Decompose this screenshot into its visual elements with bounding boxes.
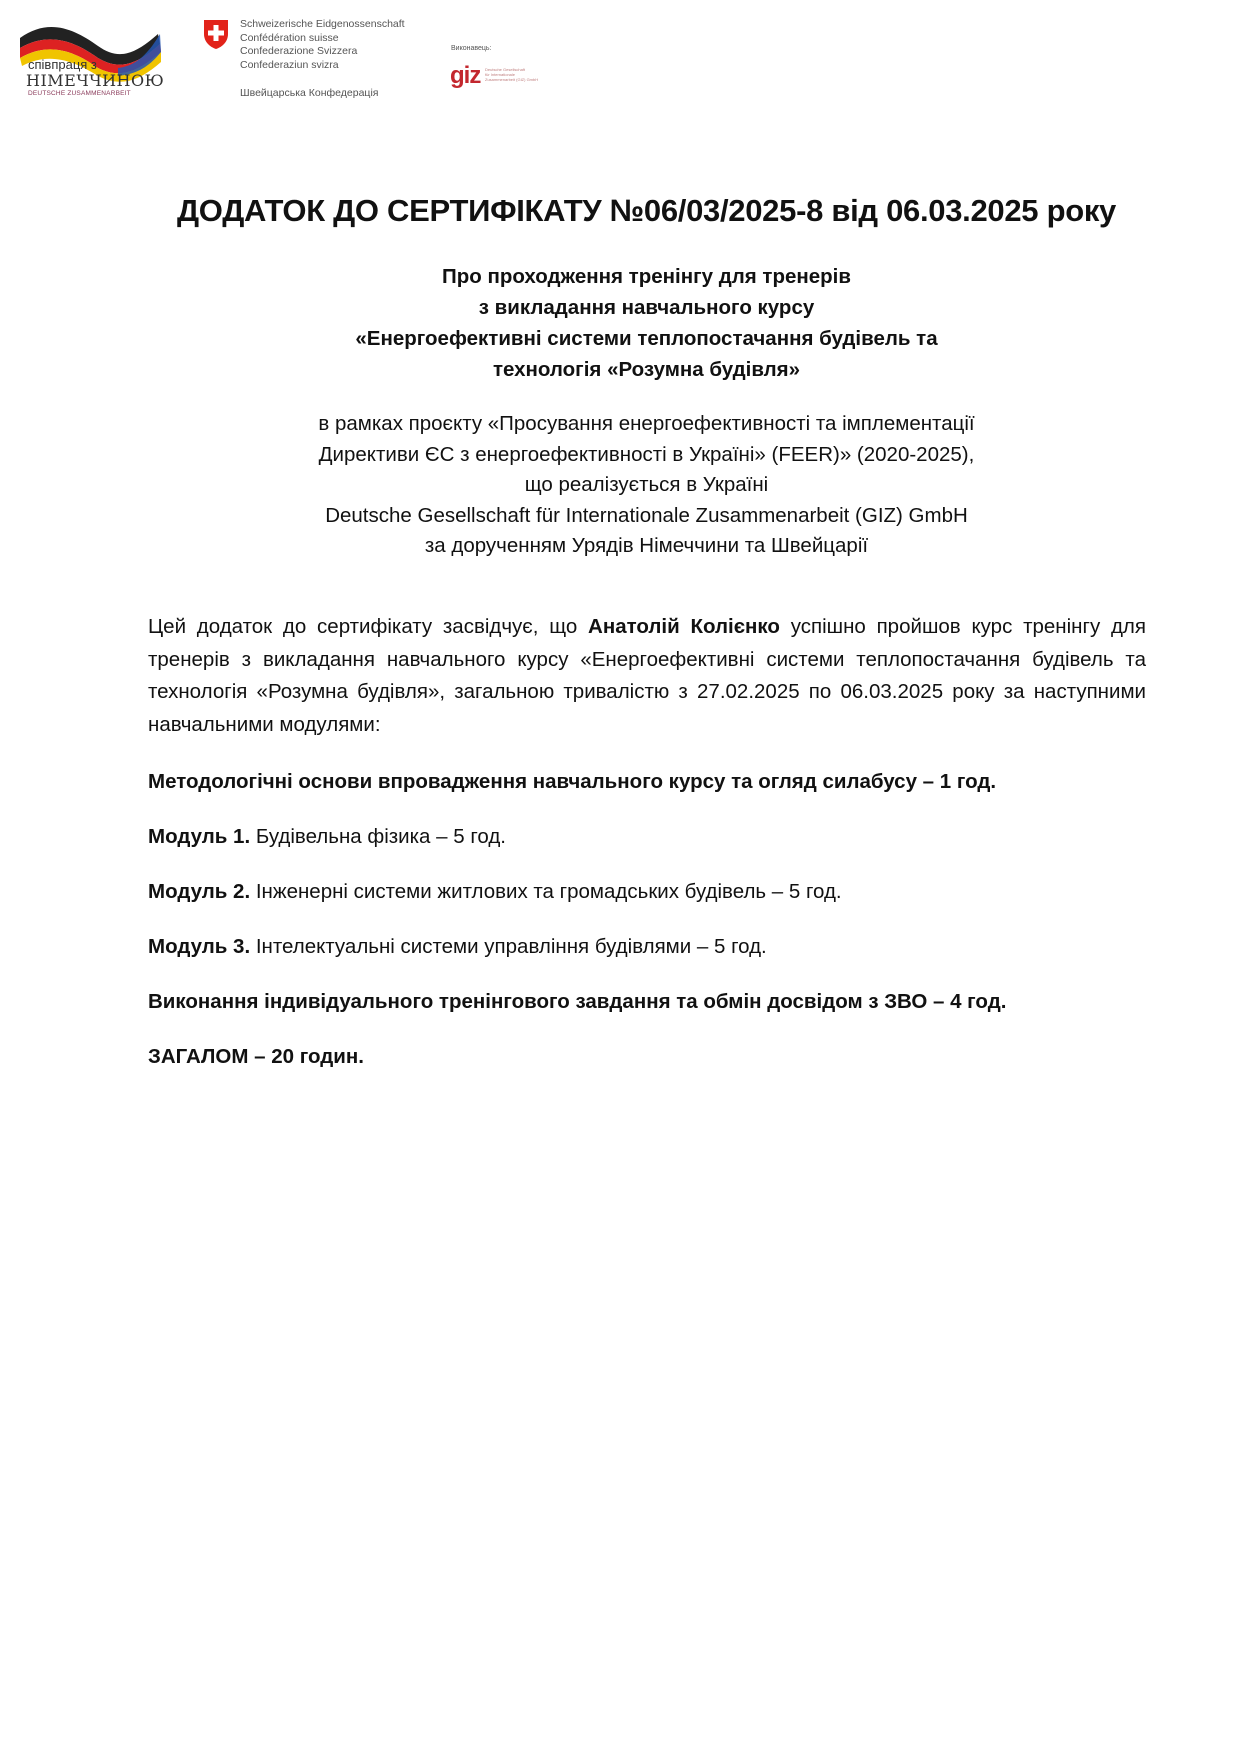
giz-line-1: Deutsche Gesellschaft xyxy=(485,67,526,72)
module-text: Інтелектуальні системи управління будівлями – 5 год. xyxy=(250,935,767,958)
module-title: Методологічні основи впровадження навчального курсу та огляд силабусу – 1 год. xyxy=(148,770,997,793)
giz-logo: giz xyxy=(450,62,481,89)
subtitle-line: технологія «Розумна будівля» xyxy=(492,358,801,381)
giz-line-3: Zusammenarbeit (GIZ) GmbH xyxy=(485,77,539,82)
swiss-name-de: Schweizerische Eidgenossenschaft xyxy=(240,18,405,30)
germany-logo-line2: НІМЕЧЧИНОЮ xyxy=(26,71,165,90)
project-description xyxy=(0,409,1241,562)
paragraph-intro: Цей додаток до сертифікату засвідчує, що xyxy=(148,615,589,638)
project-line: Директиви ЄС з енергоефективності в Україні» (FEER)» (2020-2025), xyxy=(318,442,975,466)
module-item xyxy=(148,825,506,849)
participant-name: Анатолій Колієнко xyxy=(588,615,780,638)
module-text: Інженерні системи житлових та громадських будівель – 5 год. xyxy=(250,880,842,903)
subtitle-line: з викладання навчального курсу xyxy=(478,296,815,319)
module-text: Будівельна фізика – 5 год. xyxy=(250,825,506,848)
subtitle-line: Про проходження тренінгу для тренерів xyxy=(442,265,851,288)
module-item xyxy=(148,935,767,959)
document-title: ДОДАТОК ДО СЕРТИФІКАТУ №06/03/2025-8 від 06.03.2025 року xyxy=(177,193,1116,228)
swiss-name-fr: Confédération suisse xyxy=(240,31,339,44)
module-title: Модуль 1. xyxy=(148,825,251,848)
project-line: в рамках проєкту «Просування енергоефективності та імплементації xyxy=(318,412,975,435)
subtitle-line: «Енергоефективні системи теплопостачання будівель та xyxy=(355,327,938,350)
giz-logo-fullname xyxy=(485,67,538,82)
giz-executor-label: Виконавець: xyxy=(451,45,492,52)
project-line: за дорученням Урядів Німеччини та Швейцарії xyxy=(424,534,869,557)
germany-logo-line1: співпраця з xyxy=(28,57,97,72)
module-item xyxy=(148,770,996,794)
swiss-name-ua: Швейцарська Конфедерація xyxy=(240,87,379,99)
project-line: Deutsche Gesellschaft für Internationale Zusammenarbeit (GIZ) GmbH xyxy=(325,503,968,527)
swiss-name-it: Confederazione Svizzera xyxy=(240,45,358,57)
swiss-name-rm: Confederaziun svizra xyxy=(240,58,339,71)
total-title: ЗАГАЛОМ – 20 годин. xyxy=(148,1045,364,1068)
project-line: що реалізується в Україні xyxy=(524,473,769,496)
swiss-shield-icon xyxy=(202,18,230,50)
germany-logo-line3: DEUTSCHE ZUSAMMENARBEIT xyxy=(28,90,131,97)
module-item xyxy=(148,990,1006,1014)
module-title: Модуль 3. xyxy=(148,935,251,958)
module-title: Модуль 2. xyxy=(148,880,251,903)
module-item xyxy=(148,880,842,904)
certificate-paragraph xyxy=(148,611,1146,741)
document-subtitle xyxy=(0,261,1241,385)
total-hours xyxy=(148,1045,364,1069)
module-title: Виконання індивідуального тренінгового завдання та обмін досвідом з ЗВО – 4 год. xyxy=(148,990,1007,1013)
swiss-confederation-names xyxy=(240,18,405,72)
paragraph-rest: успішно пройшов курс тренінгу для тренерів з викладання навчального курсу «Енергоефективні системи теплопостачання будівель та технологія «Розумна будівля», загальною тривалістю з 27.02.2025 по 06.03.2025 року за наступними навчальними модулями: xyxy=(148,615,1146,736)
giz-line-2: für Internationale xyxy=(485,72,516,77)
